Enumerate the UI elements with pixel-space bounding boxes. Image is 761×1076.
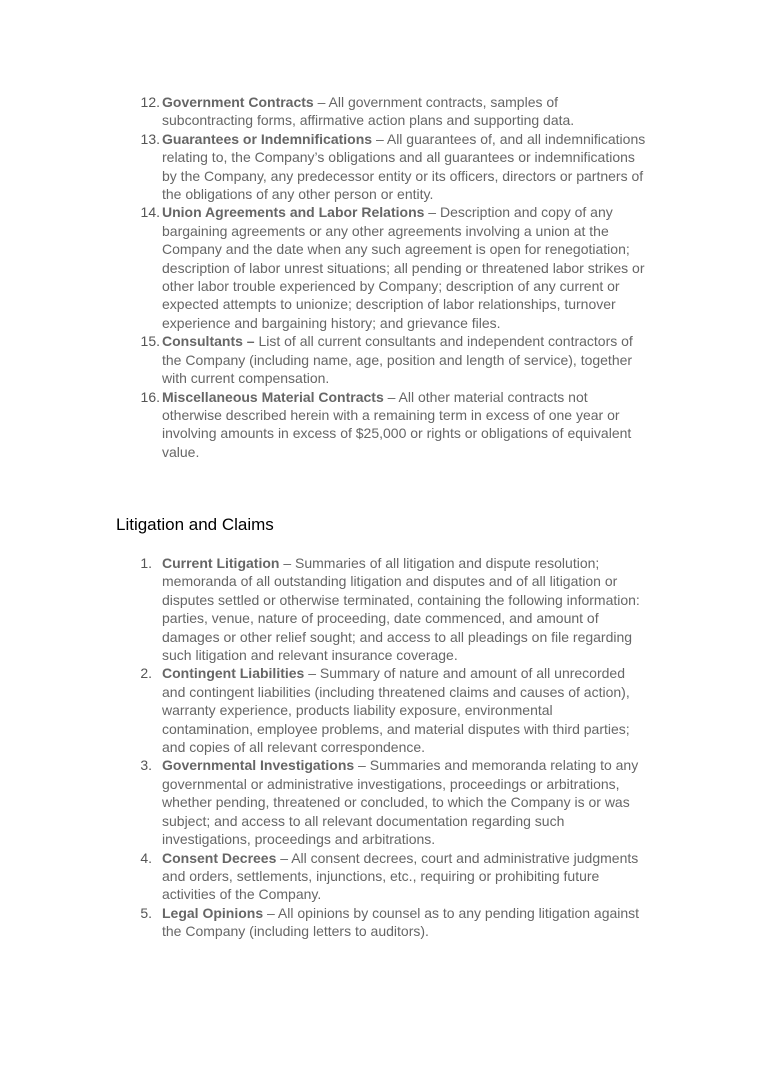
item-number: 2. <box>140 665 152 682</box>
list-item <box>0 554 647 664</box>
item-separator: – <box>313 94 329 110</box>
list-item <box>0 388 647 462</box>
item-term: Legal Opinions <box>162 904 264 921</box>
item-term: Miscellaneous Material Contracts <box>162 388 384 405</box>
upper-numbered-list <box>0 93 761 461</box>
item-number: 15. <box>140 333 160 350</box>
list-item <box>0 130 647 204</box>
item-number: 16. <box>140 388 160 405</box>
item-term: Consent Decrees <box>162 849 277 866</box>
item-number: 1. <box>140 555 152 571</box>
item-term: Contingent Liabilities <box>162 665 305 682</box>
item-description: List of all current consultants and independent contractors of the Company (including name, age, position and length of service), together with current compensation. <box>162 333 633 387</box>
item-separator: – <box>354 757 370 774</box>
item-number: 5. <box>140 904 152 921</box>
list-item <box>0 849 647 904</box>
item-separator: – <box>276 849 292 866</box>
item-separator: – <box>304 665 320 682</box>
item-separator: – <box>372 130 387 147</box>
item-description: All government contracts, samples of subcontracting forms, affirmative action plans and supporting data. <box>162 94 575 129</box>
section-heading: Litigation and Claims <box>116 515 274 534</box>
item-description: All other material contracts not otherwise described herein with a remaining term in excess of one year or involving amounts in excess of $25,000 or rights or obligations of equivalent value. <box>162 388 632 460</box>
item-description: Description and copy of any bargaining agreements or any other agreements involving a union at the Company and the date when any such agreement is open for renegotiation; description of labor unrest situations; all pending or threatened labor strikes or other labor trouble experienced by Company; description of any current or expected attempts to unionize; description of labor relationships, turnover experience and bargaining history; and grievance files. <box>162 204 645 331</box>
item-number: 13. <box>140 130 160 147</box>
item-description: All opinions by counsel as to any pending litigation against the Company (including letters to auditors). <box>162 904 640 940</box>
item-number: 12. <box>140 94 160 110</box>
item-term: Current Litigation <box>162 555 280 571</box>
item-term: Consultants – <box>162 333 255 350</box>
item-term: Governmental Investigations <box>162 757 355 774</box>
item-description: Summary of nature and amount of all unrecorded and contingent liabilities (including threatened claims and causes of action), warranty experience, products liability exposure, environmental contamination, employee problems, and material disputes with third parties; and copies of all relevant correspondence. <box>162 665 630 756</box>
list-item <box>0 93 647 130</box>
list-item <box>0 332 647 387</box>
item-description: Summaries and memoranda relating to any governmental or administrative investigations, proceedings or arbitrations, whether pending, threatened or concluded, to which the Company is or was subject; and access to all relevant documentation regarding such investigations, proceedings and arbitrations. <box>162 757 639 848</box>
list-item <box>0 203 647 332</box>
item-term: Union Agreements and Labor Relations <box>162 204 425 221</box>
list-item <box>0 904 647 941</box>
item-separator: – <box>279 555 296 571</box>
item-separator: – <box>424 204 440 221</box>
item-separator: – <box>383 388 399 405</box>
item-description: All guarantees of, and all indemnifications relating to, the Company’s obligations and all guarantees or indemnifications by the Company, any predecessor entity or its officers, directors or partners of the obligations of any other person or entity. <box>162 130 646 203</box>
item-number: 4. <box>140 849 152 866</box>
item-number: 14. <box>140 204 160 221</box>
list-item <box>0 756 647 848</box>
list-item <box>0 664 647 756</box>
item-term: Guarantees or Indemnifications <box>162 130 373 147</box>
item-description: Summaries of all litigation and dispute resolution; memoranda of all outstanding litigation and disputes and of all litigation or disputes settled or otherwise terminated, containing the following information: parties, venue, nature of proceeding, date commenced, and amount of damages or other relief sought; and access to all pleadings on file regarding such litigation and relevant insurance coverage. <box>162 555 640 664</box>
item-number: 3. <box>140 757 152 774</box>
item-separator: – <box>263 904 278 921</box>
lower-numbered-list <box>0 554 761 941</box>
item-description: All consent decrees, court and administrative judgments and orders, settlements, injunctions, etc., requiring or prohibiting future activities of the Company. <box>162 849 639 903</box>
item-term: Government Contracts <box>162 94 314 110</box>
